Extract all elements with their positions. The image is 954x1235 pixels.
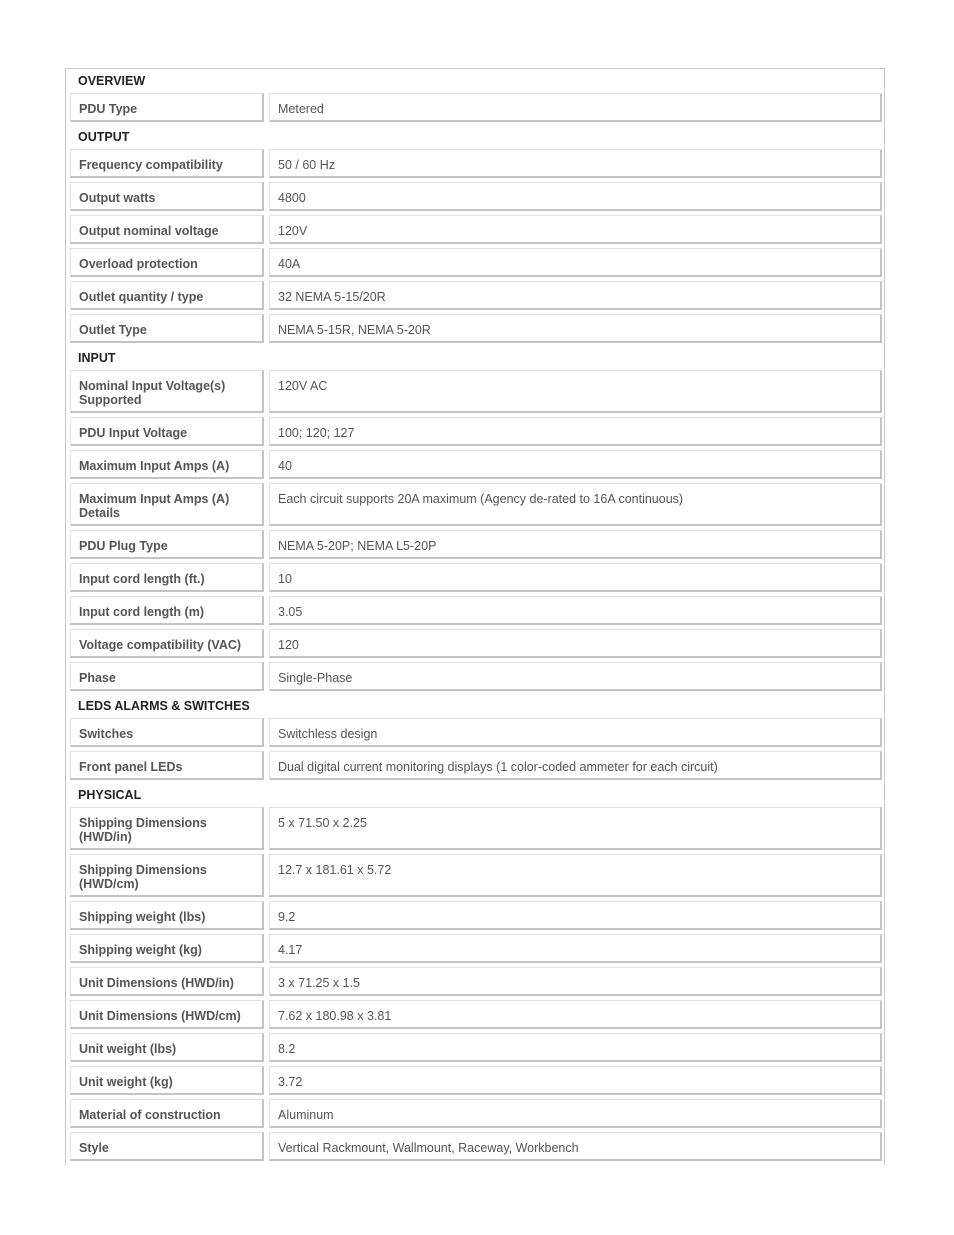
spec-label: Nominal Input Voltage(s) Supported bbox=[70, 370, 264, 413]
spec-value: Switchless design bbox=[269, 718, 882, 747]
spec-label: Shipping weight (lbs) bbox=[70, 901, 264, 930]
spec-row bbox=[70, 662, 882, 691]
spec-label: Style bbox=[70, 1132, 264, 1161]
spec-value: 5 x 71.50 x 2.25 bbox=[269, 807, 882, 850]
spec-value: Aluminum bbox=[269, 1099, 882, 1128]
spec-label: Input cord length (ft.) bbox=[70, 563, 264, 592]
section-header-overview: OVERVIEW bbox=[78, 74, 146, 88]
spec-row bbox=[70, 1132, 882, 1161]
spec-value: 120 bbox=[269, 629, 882, 658]
spec-value: 12.7 x 181.61 x 5.72 bbox=[269, 854, 882, 897]
spec-label: Unit Dimensions (HWD/in) bbox=[70, 967, 264, 996]
spec-row bbox=[70, 182, 882, 211]
spec-sheet bbox=[70, 70, 882, 1165]
spec-label: Maximum Input Amps (A) Details bbox=[70, 483, 264, 526]
spec-value: 9.2 bbox=[269, 901, 882, 930]
spec-value: 8.2 bbox=[269, 1033, 882, 1062]
section-header-leds-alarms-switches: LEDS ALARMS & SWITCHES bbox=[78, 699, 250, 713]
spec-row bbox=[70, 248, 882, 277]
section-header-output: OUTPUT bbox=[78, 130, 130, 144]
spec-label: Outlet quantity / type bbox=[70, 281, 264, 310]
spec-row bbox=[70, 596, 882, 625]
spec-value: 100; 120; 127 bbox=[269, 417, 882, 446]
spec-value: Metered bbox=[269, 93, 882, 122]
spec-value: 7.62 x 180.98 x 3.81 bbox=[269, 1000, 882, 1029]
spec-value: 3 x 71.25 x 1.5 bbox=[269, 967, 882, 996]
spec-label: Shipping Dimensions (HWD/cm) bbox=[70, 854, 264, 897]
spec-row bbox=[70, 281, 882, 310]
spec-label: Maximum Input Amps (A) bbox=[70, 450, 264, 479]
spec-label: PDU Input Voltage bbox=[70, 417, 264, 446]
spec-label: Output nominal voltage bbox=[70, 215, 264, 244]
spec-row bbox=[70, 215, 882, 244]
spec-label: Frequency compatibility bbox=[70, 149, 264, 178]
spec-value: NEMA 5-15R, NEMA 5-20R bbox=[269, 314, 882, 343]
spec-row bbox=[70, 718, 882, 747]
spec-row bbox=[70, 450, 882, 479]
spec-label: PDU Plug Type bbox=[70, 530, 264, 559]
spec-value: 40A bbox=[269, 248, 882, 277]
spec-label: Unit Dimensions (HWD/cm) bbox=[70, 1000, 264, 1029]
spec-value: 10 bbox=[269, 563, 882, 592]
spec-label: Material of construction bbox=[70, 1099, 264, 1128]
spec-label: Outlet Type bbox=[70, 314, 264, 343]
spec-row bbox=[70, 417, 882, 446]
spec-value: Vertical Rackmount, Wallmount, Raceway, Workbench bbox=[269, 1132, 882, 1161]
spec-label: Unit weight (kg) bbox=[70, 1066, 264, 1095]
spec-row bbox=[70, 1066, 882, 1095]
spec-value: 40 bbox=[269, 450, 882, 479]
spec-value: Dual digital current monitoring displays (1 color-coded ammeter for each circuit) bbox=[269, 751, 882, 780]
section-header-physical: PHYSICAL bbox=[78, 788, 142, 802]
spec-row bbox=[70, 854, 882, 897]
spec-value: 120V bbox=[269, 215, 882, 244]
spec-row bbox=[70, 530, 882, 559]
spec-row bbox=[70, 563, 882, 592]
spec-row bbox=[70, 314, 882, 343]
spec-row bbox=[70, 934, 882, 963]
spec-value: 3.05 bbox=[269, 596, 882, 625]
spec-label: Front panel LEDs bbox=[70, 751, 264, 780]
spec-row bbox=[70, 1099, 882, 1128]
spec-label: Shipping weight (kg) bbox=[70, 934, 264, 963]
spec-row bbox=[70, 751, 882, 780]
spec-label: Switches bbox=[70, 718, 264, 747]
spec-value: Single-Phase bbox=[269, 662, 882, 691]
spec-row bbox=[70, 807, 882, 850]
spec-row bbox=[70, 1000, 882, 1029]
spec-label: Overload protection bbox=[70, 248, 264, 277]
spec-value: 32 NEMA 5-15/20R bbox=[269, 281, 882, 310]
spec-row bbox=[70, 93, 882, 122]
spec-row bbox=[70, 149, 882, 178]
spec-row bbox=[70, 967, 882, 996]
spec-value: Each circuit supports 20A maximum (Agency de-rated to 16A continuous) bbox=[269, 483, 882, 526]
spec-label: Voltage compatibility (VAC) bbox=[70, 629, 264, 658]
spec-row bbox=[70, 1033, 882, 1062]
spec-value: 3.72 bbox=[269, 1066, 882, 1095]
spec-value: 120V AC bbox=[269, 370, 882, 413]
spec-label: Shipping Dimensions (HWD/in) bbox=[70, 807, 264, 850]
spec-value: 4.17 bbox=[269, 934, 882, 963]
spec-value: NEMA 5-20P; NEMA L5-20P bbox=[269, 530, 882, 559]
spec-row bbox=[70, 629, 882, 658]
spec-row bbox=[70, 370, 882, 413]
spec-label: PDU Type bbox=[70, 93, 264, 122]
spec-label: Phase bbox=[70, 662, 264, 691]
spec-label: Output watts bbox=[70, 182, 264, 211]
spec-row bbox=[70, 483, 882, 526]
spec-label: Unit weight (lbs) bbox=[70, 1033, 264, 1062]
section-header-input: INPUT bbox=[78, 351, 116, 365]
spec-value: 50 / 60 Hz bbox=[269, 149, 882, 178]
spec-label: Input cord length (m) bbox=[70, 596, 264, 625]
spec-value: 4800 bbox=[269, 182, 882, 211]
spec-row bbox=[70, 901, 882, 930]
